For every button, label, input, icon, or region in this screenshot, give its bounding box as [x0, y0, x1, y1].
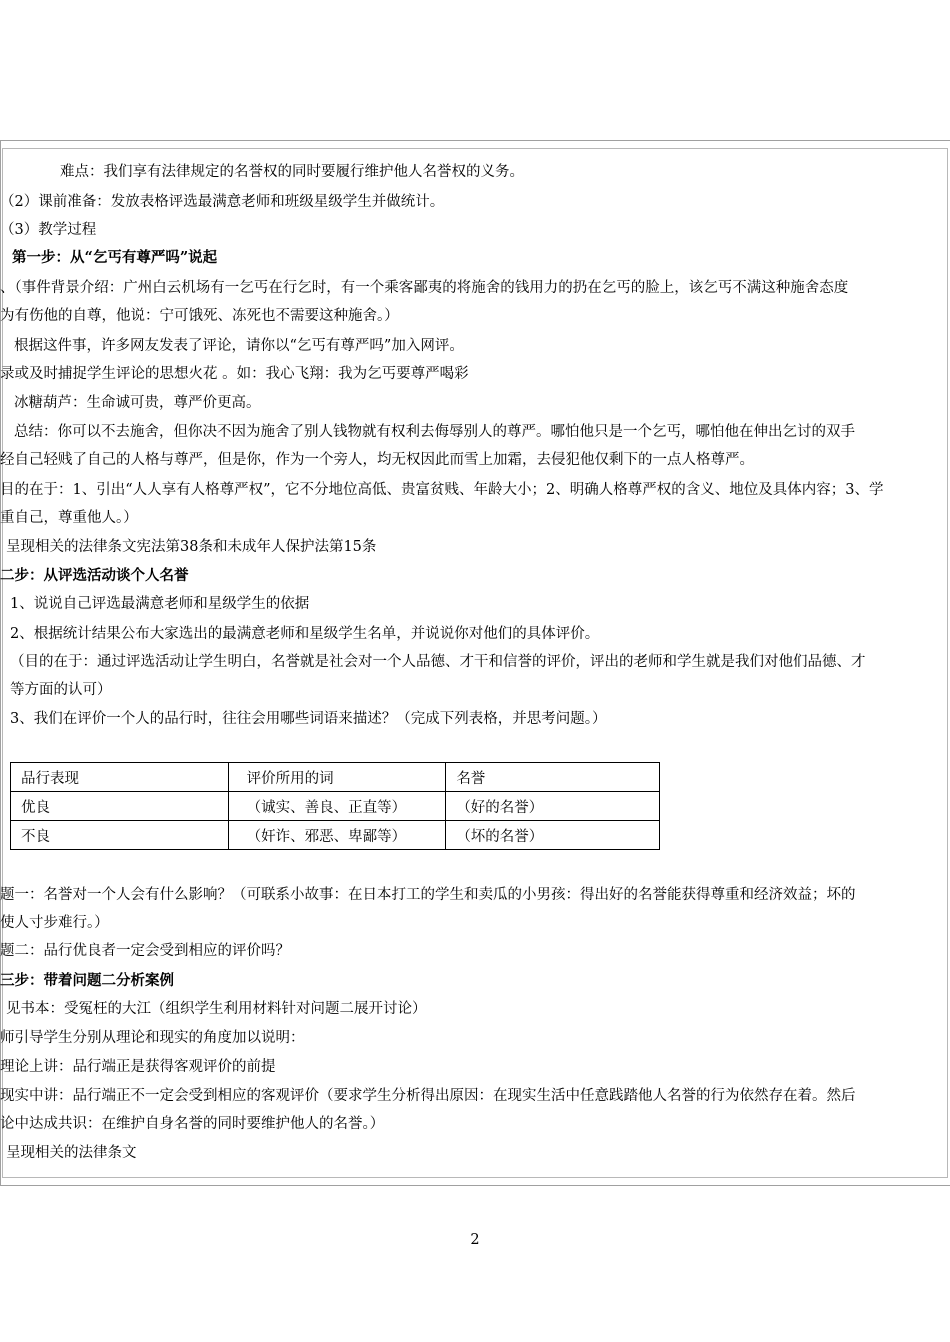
section-heading: 二步：从评选活动谈个人名誉: [0, 567, 189, 584]
table-cell: （坏的名誉）: [446, 821, 660, 850]
text-line: 冰糖葫芦：生命诚可贵，尊严价更高。: [14, 395, 261, 411]
table-cell: 优良: [11, 792, 229, 821]
text-line: 1、说说自己评选最满意老师和星级学生的依据: [10, 596, 310, 612]
text-line: 呈现相关的法律条文: [6, 1145, 137, 1161]
page-number: 2: [470, 1232, 480, 1248]
text-line: 总结：你可以不去施舍，但你决不因为施舍了别人钱物就有权利去侮辱别人的尊严。哪怕他只是一个乞丐，哪怕他在伸出乞讨的双手: [14, 424, 855, 440]
table-row: [11, 792, 660, 821]
table-header-cell: 评价所用的词: [228, 763, 446, 792]
text-line: 经自己轻贱了自己的人格与尊严，但是你，作为一个旁人，均无权因此而雪上加霜，去侵犯他仅剩下的一点人格尊严。: [0, 452, 754, 468]
text-line: 为有伤他的自尊，他说：宁可饿死、冻死也不需要这种施舍。）: [0, 308, 399, 324]
text-line: 3、我们在评价一个人的品行时，往往会用哪些词语来描述？（完成下列表格，并思考问题。）: [10, 711, 607, 727]
table-cell: 不良: [11, 821, 229, 850]
text-line: 题一：名誉对一个人会有什么影响？（可联系小故事：在日本打工的学生和卖瓜的小男孩：得出好的名誉能获得尊重和经济效益；坏的: [0, 887, 856, 903]
text-line: 使人寸步难行。）: [0, 915, 109, 931]
text-line: 等方面的认可）: [10, 682, 112, 698]
text-line: 重自己，尊重他人。）: [0, 510, 138, 526]
text-line: 难点：我们享有法律规定的名誉权的同时要履行维护他人名誉权的义务。: [60, 164, 524, 180]
text-line: （3）教学过程: [0, 222, 97, 238]
text-line: 呈现相关的法律条文宪法第38条和未成年人保护法第15条: [6, 539, 377, 555]
text-line: 目的在于：1、引出“人人享有人格尊严权”，它不分地位高低、贵富贫贱、年龄大小；2、明确人格尊严权的含义、地位及具体内容；3、学: [0, 482, 884, 498]
text-line: 见书本：受冤枉的大江（组织学生利用材料针对问题二展开讨论）: [6, 1001, 427, 1017]
text-line: （目的在于：通过评选活动让学生明白，名誉就是社会对一个人品德、才干和信誉的评价，评出的老师和学生就是我们对他们品德、才: [10, 654, 866, 670]
table-row: [11, 821, 660, 850]
text-line: 2、根据统计结果公布大家选出的最满意老师和星级学生名单，并说说你对他们的具体评价。: [10, 626, 600, 642]
evaluation-table: [10, 762, 660, 850]
table-cell: （好的名誉）: [446, 792, 660, 821]
text-line: 根据这件事，许多网友发表了评论，请你以“乞丐有尊严吗”加入网评。: [14, 338, 464, 354]
table-cell: （奸诈、邪恶、卑鄙等）: [228, 821, 446, 850]
text-line: 理论上讲：品行端正是获得客观评价的前提: [0, 1059, 276, 1075]
section-heading: 第一步：从“乞丐有尊严吗”说起: [12, 249, 218, 266]
text-line: 现实中讲：品行端正不一定会受到相应的客观评价（要求学生分析得出原因：在现实生活中任意践踏他人名誉的行为依然存在着。然后: [0, 1088, 856, 1104]
text-line: 题二：品行优良者一定会受到相应的评价吗？: [0, 943, 290, 959]
text-line: 师引导学生分别从理论和现实的角度加以说明：: [0, 1030, 305, 1046]
text-line: （2）课前准备：发放表格评选最满意老师和班级星级学生并做统计。: [0, 194, 445, 210]
table-header-row: [11, 763, 660, 792]
table-header-cell: 名誉: [446, 763, 660, 792]
text-line: 、（事件背景介绍：广州白云机场有一乞丐在行乞时，有一个乘客鄙夷的将施舍的钱用力的扔在乞丐的脸上，该乞丐不满这种施舍态度: [0, 280, 849, 296]
text-line: 论中达成共识：在维护自身名誉的同时要维护他人的名誉。）: [0, 1116, 385, 1132]
section-heading: 三步：带着问题二分析案例: [0, 972, 174, 989]
table-header-cell: 品行表现: [11, 763, 229, 792]
text-line: 录或及时捕捉学生评论的思想火花 。如：我心飞翔：我为乞丐要尊严喝彩: [0, 366, 469, 382]
table-cell: （诚实、善良、正直等）: [228, 792, 446, 821]
